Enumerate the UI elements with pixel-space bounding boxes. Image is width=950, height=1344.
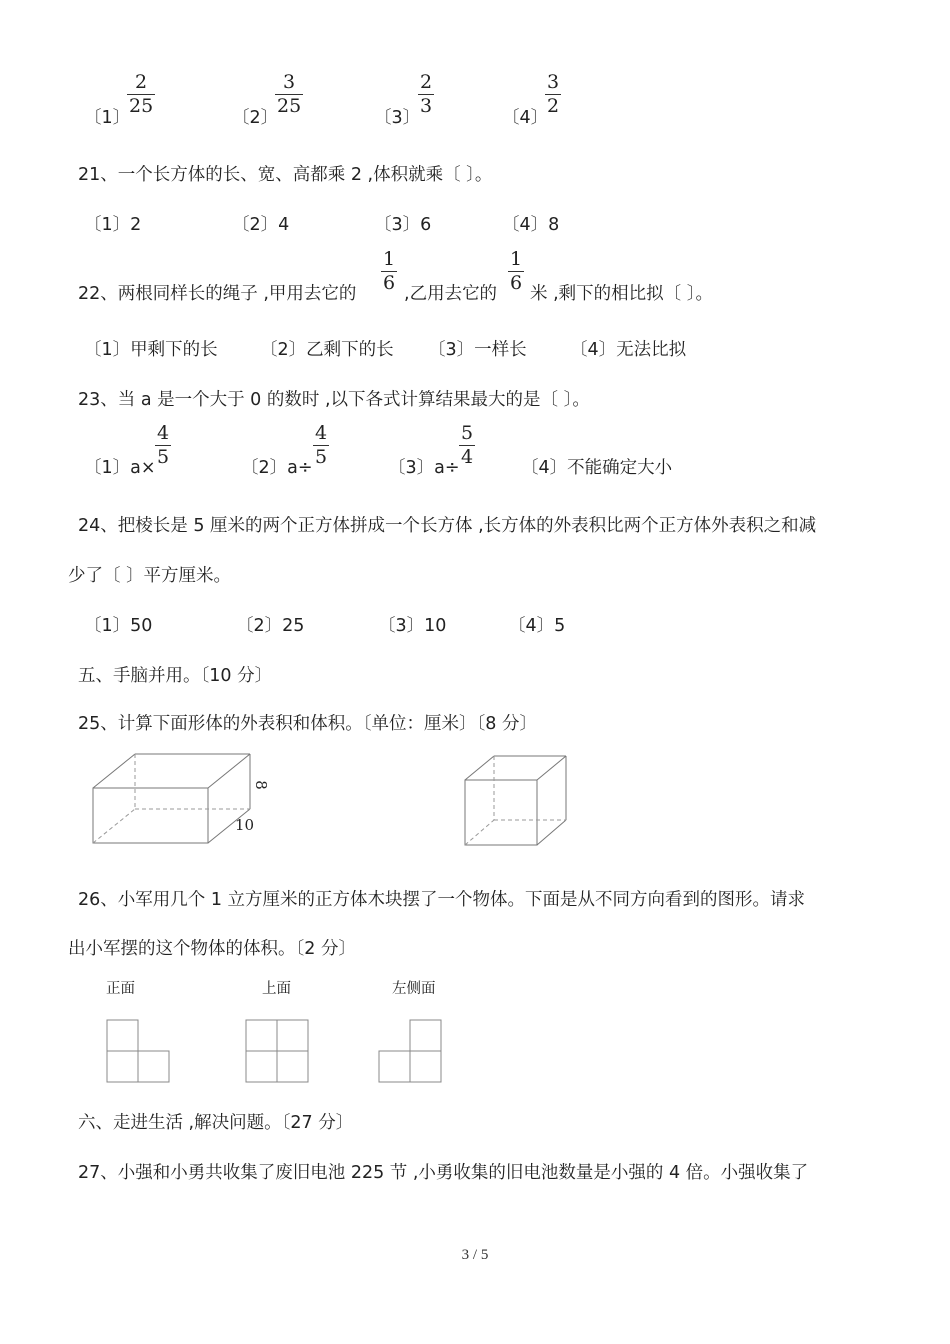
q24-option-1: 〔1〕50: [84, 616, 153, 636]
q23-option-2-label: 〔2〕a÷: [241, 458, 313, 478]
front-view-grid: [106, 1019, 176, 1089]
section-6-heading: 六、走进生活 ,解决问题。〔27 分〕: [78, 1113, 354, 1133]
q22-question-part2: ,乙用去它的: [404, 284, 498, 304]
fraction-denominator: 3: [420, 95, 433, 117]
fraction-numerator: 3: [547, 71, 560, 93]
fraction-numerator: 4: [315, 422, 328, 444]
q23-option-3-fraction: [459, 424, 475, 467]
view-label-top: 上面: [262, 981, 291, 997]
cuboid-length-label: 10: [235, 816, 255, 834]
q20-option-4-fraction: [545, 73, 561, 116]
q22-fraction-1: [381, 250, 397, 293]
q23-option-1-fraction: [155, 424, 171, 467]
fraction-numerator: 4: [157, 422, 170, 444]
q23-question: 23、当 a 是一个大于 0 的数时 ,以下各式计算结果最大的是〔 〕。: [78, 390, 590, 410]
q21-option-3: 〔3〕6: [374, 215, 432, 235]
fraction-numerator: 1: [383, 248, 396, 270]
fraction-numerator: 2: [420, 71, 433, 93]
cuboid-height-label: 8: [251, 780, 270, 790]
q20-option-2-label: 〔2〕: [232, 108, 279, 128]
q20-option-1-fraction: [127, 73, 155, 116]
cuboid-front-face: [93, 788, 208, 843]
q22-option-4: 〔4〕无法比拟: [570, 340, 687, 360]
cuboid-figure: [90, 752, 290, 852]
q20-option-2-fraction: [275, 73, 303, 116]
q22-option-3: 〔3〕一样长: [428, 340, 527, 360]
view-label-front: 正面: [106, 981, 135, 997]
q22-question-part1: 22、两根同样长的绳子 ,甲用去它的: [78, 284, 357, 304]
q21-option-4: 〔4〕8: [502, 215, 560, 235]
q21-option-1: 〔1〕2: [84, 215, 142, 235]
q23-option-3-label: 〔3〕a÷: [388, 458, 460, 478]
view-label-left-side: 左侧面: [392, 981, 436, 997]
q27-question: 27、小强和小勇共收集了废旧电池 225 节 ,小勇收集的旧电池数量是小强的 4 倍。小强收集了: [78, 1163, 809, 1183]
section-5-heading: 五、手脑并用。〔10 分〕: [78, 666, 273, 686]
fraction-numerator: 1: [510, 248, 523, 270]
cube-figure: [462, 754, 572, 854]
q20-option-3-label: 〔3〕: [374, 108, 421, 128]
left-side-view-grid: [378, 1019, 448, 1089]
q22-question-part3: 米 ,剩下的相比拟〔 〕。: [530, 284, 713, 304]
q25-question: 25、计算下面形体的外表积和体积。〔单位：厘米〕〔8 分〕: [78, 714, 537, 734]
q20-option-4-label: 〔4〕: [502, 108, 549, 128]
fraction-denominator: 4: [461, 446, 474, 468]
q20-option-1-label: 〔1〕: [84, 108, 131, 128]
q23-option-4: 〔4〕不能确定大小: [521, 458, 673, 478]
top-view-grid: [245, 1019, 315, 1089]
q24-option-2: 〔2〕25: [236, 616, 305, 636]
q21-option-2: 〔2〕4: [232, 215, 290, 235]
fraction-denominator: 5: [157, 446, 170, 468]
q24-option-4: 〔4〕5: [508, 616, 566, 636]
fraction-numerator: 3: [283, 71, 296, 93]
q26-question-line2: 出小军摆的这个物体的体积。〔2 分〕: [68, 939, 356, 959]
q26-question-line1: 26、小军用几个 1 立方厘米的正方体木块摆了一个物体。下面是从不同方向看到的图形。请求: [78, 890, 806, 910]
q24-question-line1: 24、把棱长是 5 厘米的两个正方体拼成一个长方体 ,长方体的外表积比两个正方体外表积之和减: [78, 516, 817, 536]
q20-option-3-fraction: [418, 73, 434, 116]
fraction-denominator: 6: [510, 272, 523, 294]
fraction-denominator: 6: [383, 272, 396, 294]
q22-option-2: 〔2〕乙剩下的长: [260, 340, 394, 360]
q22-option-1: 〔1〕甲剩下的长: [84, 340, 218, 360]
q24-option-3: 〔3〕10: [378, 616, 447, 636]
fraction-denominator: 25: [129, 95, 154, 117]
q23-option-1-label: 〔1〕a×: [84, 458, 156, 478]
fraction-numerator: 2: [135, 71, 148, 93]
page-number: 3 / 5: [461, 1247, 489, 1263]
q21-question: 21、一个长方体的长、宽、高都乘 2 ,体积就乘〔 〕。: [78, 165, 493, 185]
q24-question-line2: 少了〔 〕平方厘米。: [68, 566, 232, 586]
fraction-denominator: 2: [547, 95, 560, 117]
q22-fraction-2: [508, 250, 524, 293]
q23-option-2-fraction: [313, 424, 329, 467]
fraction-denominator: 25: [277, 95, 302, 117]
fraction-denominator: 5: [315, 446, 328, 468]
fraction-numerator: 5: [461, 422, 474, 444]
